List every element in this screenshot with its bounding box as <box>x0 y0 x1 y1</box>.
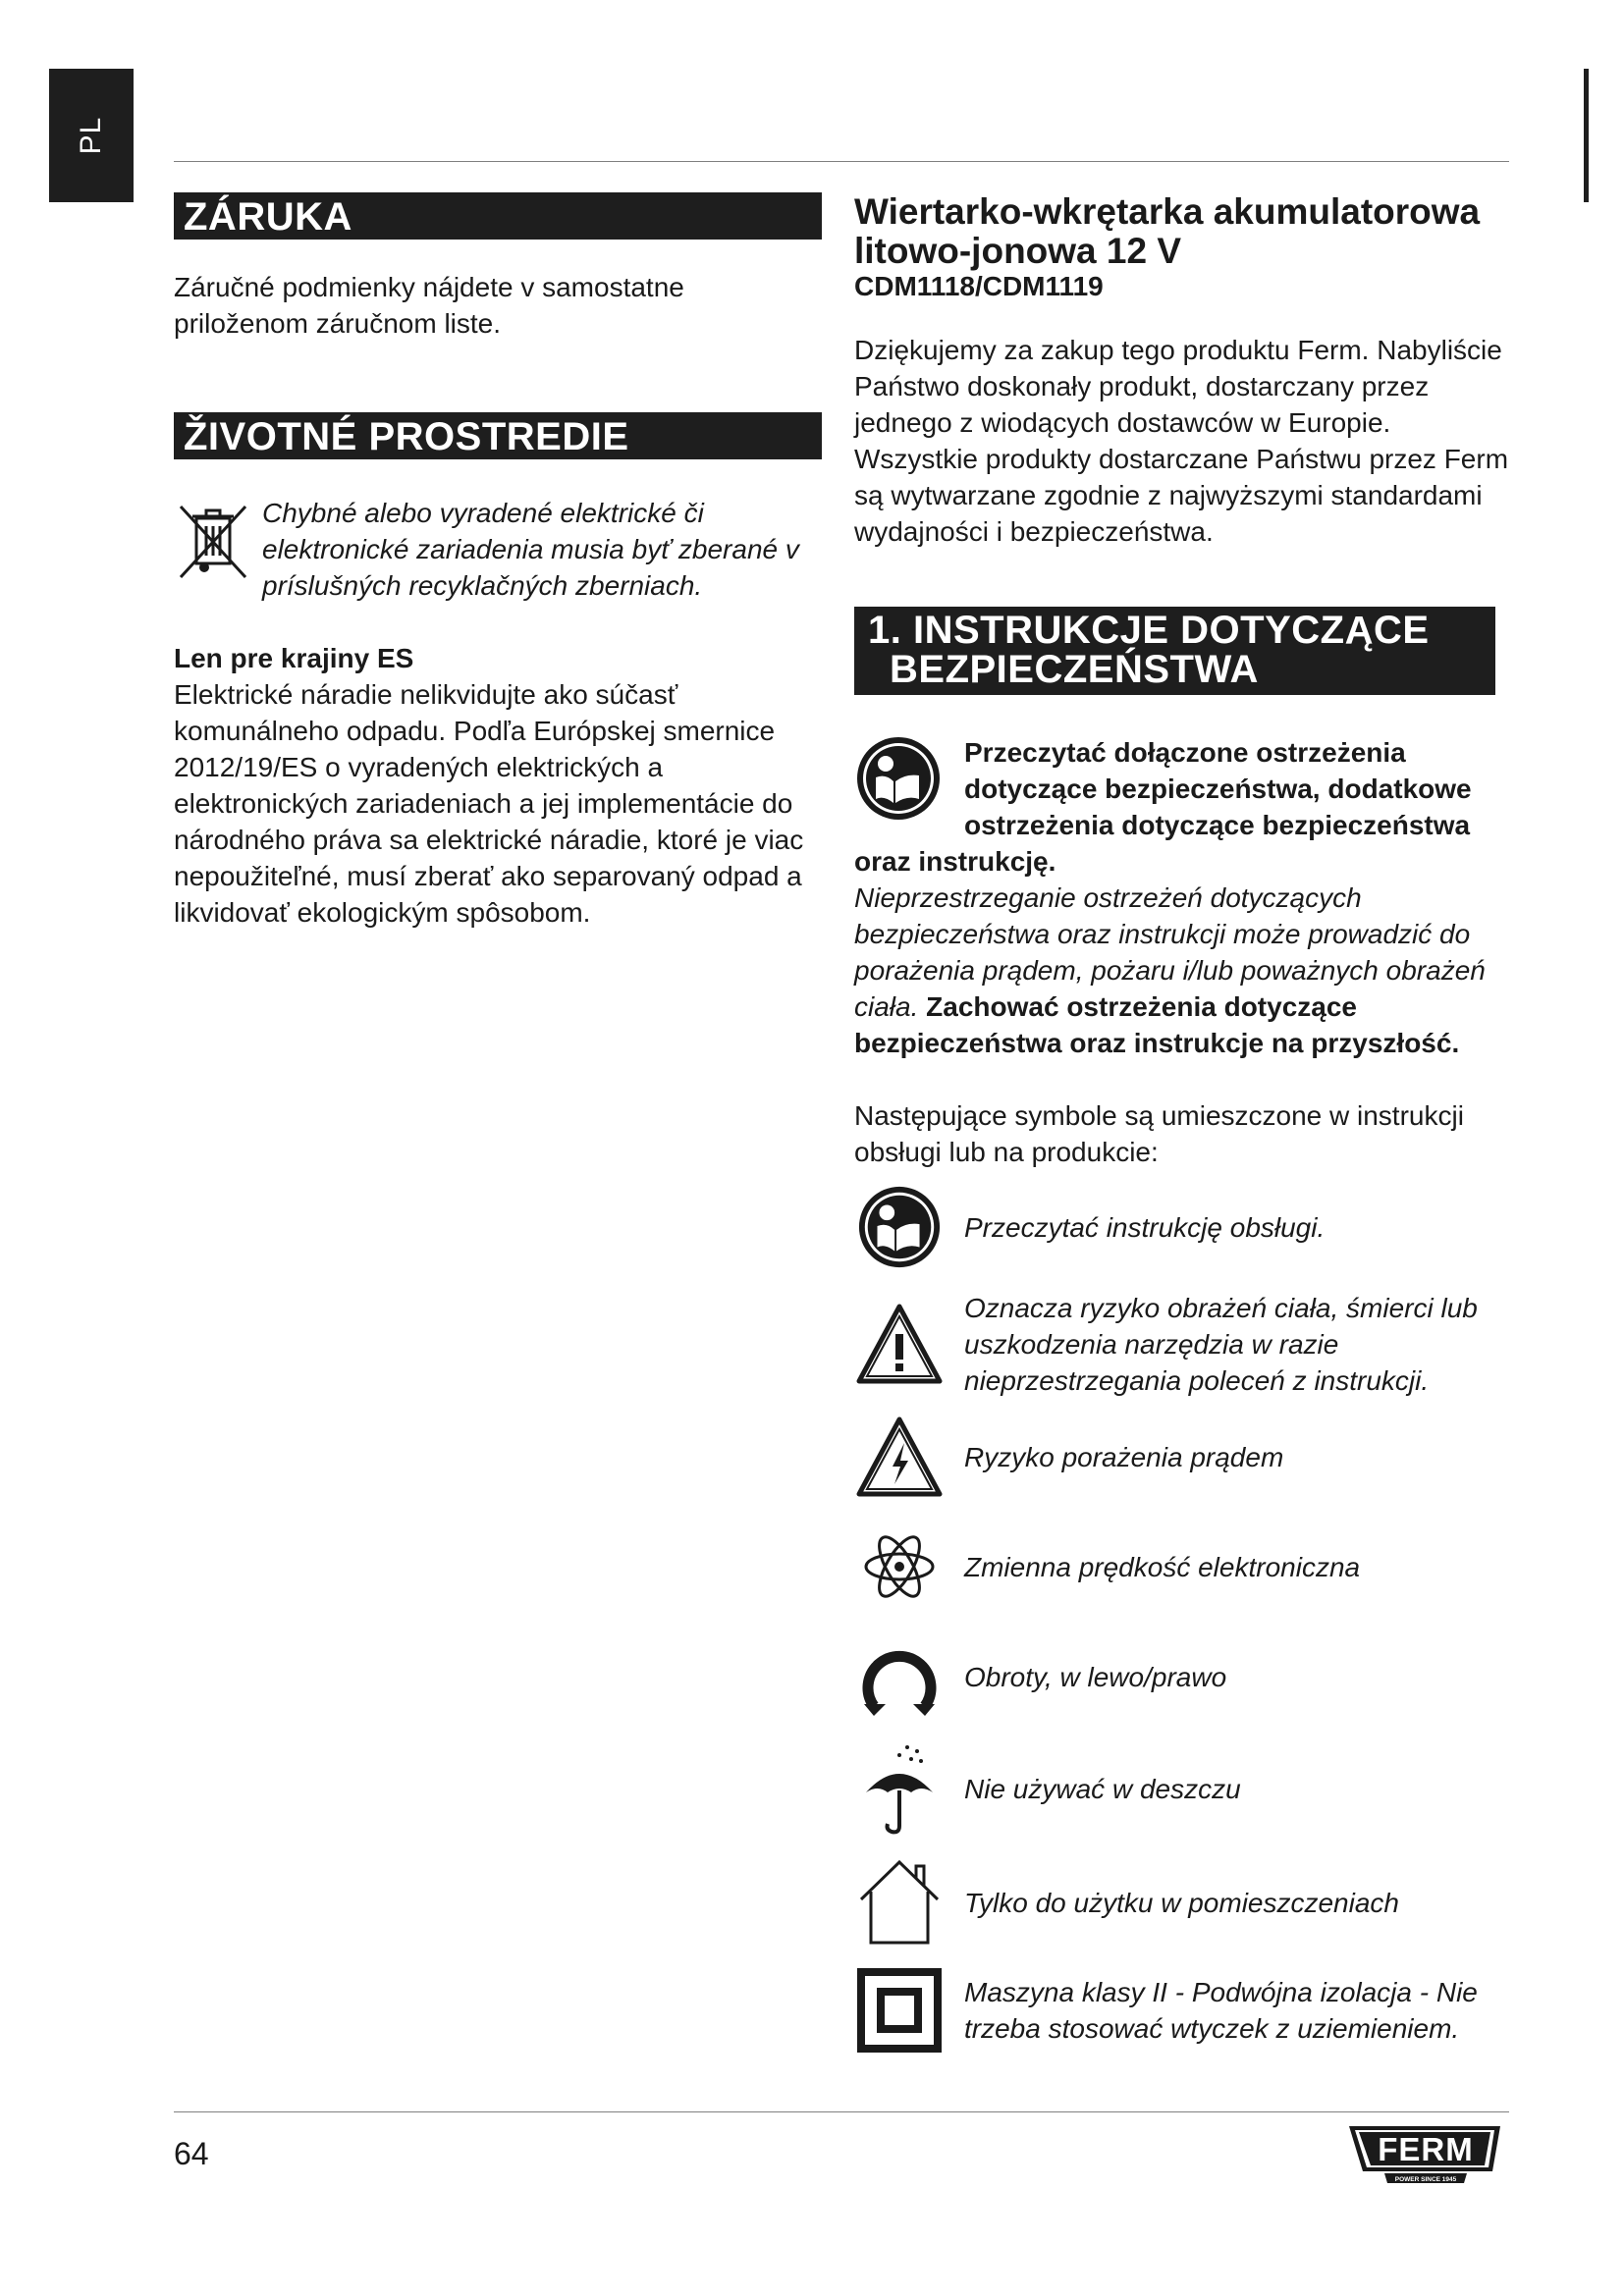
safety-heading <box>854 607 1495 695</box>
read-manual-icon <box>854 1184 945 1270</box>
eu-text: Elektrické náradie nelikvidujte ako súčasť komunálneho odpadu. Podľa Európskej smernice 2012/19/ES o vyradených elektrických a elektronických zariadeniach a jej implementácie do národného práva sa elektrické náradie, ktoré je viac nepoužiteľné, musí zberať ako separovaný odpad a likvidovať ekologickým spôsobom. <box>174 679 804 928</box>
warranty-text: Záručné podmienky nájdete v samostatne priloženom záručnom liste. <box>174 272 684 339</box>
symbol-text: Oznacza ryzyko obrażeń ciała, śmierci lub uszkodzenia narzędzia w razie nieprzestrzegania poleceń z instrukcji. <box>964 1292 1478 1396</box>
top-divider <box>174 161 1509 162</box>
symbol-row <box>854 1408 1517 1506</box>
read-bold-text: Przeczytać dołączone ostrzeżenia dotyczące bezpieczeństwa, dodatkowe ostrzeżenia dotyczące bezpieczeństwa oraz instrukcję. <box>854 737 1472 877</box>
product-model: CDM1118/CDM1119 <box>854 271 1104 301</box>
symbol-text: Tylko do użytku w pomieszczeniach <box>964 1887 1399 1918</box>
language-tab <box>49 69 134 202</box>
logo-subtext: POWER SINCE 1945 <box>1394 2176 1457 2183</box>
read-italic-text: Nieprzestrzeganie ostrzeżeń dotyczących bezpieczeństwa oraz instrukcji może prowadzić do porażenia prądem, pożaru i/lub poważnych obrażeń ciała. <box>854 882 1486 1022</box>
warning-triangle-icon <box>854 1303 945 1385</box>
edge-marker <box>1584 69 1589 202</box>
symbol-text: Ryzyko porażenia prądem <box>964 1441 1284 1472</box>
symbol-text: Zmienna prędkość elektroniczna <box>964 1551 1361 1582</box>
product-title: Wiertarko-wkrętarka akumulatorowa litowo-jonowa 12 V <box>854 191 1481 271</box>
safety-heading-line2: BEZPIECZEŃSTWA <box>890 648 1259 691</box>
product-intro: Dziękujemy za zakup tego produktu Ferm. Nabyliście Państwo doskonały produkt, dostarczany przez jednego z wiodących dostawców w Europie. Wszystkie produkty dostarczane Państwu przez Ferm są wytwarzane zgodnie z najwyższymi standardami wydajności i bezpieczeństwa. <box>854 335 1509 547</box>
read-warning-text <box>854 880 1517 1061</box>
symbols-intro: Następujące symbole są umieszczone w instrukcji obsługi lub na produkcie: <box>854 1100 1464 1167</box>
environment-heading: ŽIVOTNÉ PROSTREDIE <box>174 412 822 459</box>
read-manual-icon <box>854 734 964 837</box>
bottom-divider <box>174 2111 1509 2112</box>
symbol-row <box>854 1735 1517 1842</box>
symbol-row <box>854 1518 1517 1616</box>
electric-shock-icon <box>854 1415 945 1498</box>
language-label: PL <box>75 116 107 155</box>
rotation-icon <box>854 1635 945 1718</box>
variable-speed-icon <box>854 1527 945 1606</box>
symbol-row <box>854 1628 1517 1726</box>
house-indoor-icon <box>854 1858 945 1947</box>
symbol-text: Obroty, w lewo/prawo <box>964 1661 1227 1692</box>
symbol-row <box>854 1286 1517 1402</box>
ferm-logo <box>1345 2120 1504 2187</box>
double-insulation-icon <box>854 1968 945 2053</box>
symbol-row <box>854 1961 1517 2059</box>
read-instructions-block <box>854 734 1517 1061</box>
read-keep-text: Zachować ostrzeżenia dotyczące bezpieczeństwa oraz instrukcje na przyszłość. <box>854 991 1460 1058</box>
safety-heading-line1: 1. INSTRUKCJE DOTYCZĄCE <box>868 609 1430 652</box>
symbol-text: Nie używać w deszczu <box>964 1773 1241 1804</box>
page-number: 64 <box>174 2136 209 2171</box>
eu-heading: Len pre krajiny ES <box>174 643 414 673</box>
crossed-bin-icon <box>177 501 257 604</box>
weee-text: Chybné alebo vyradené elektrické či elektronické zariadenia musia byť zberané v príslušných recyklačných zberniach. <box>262 498 799 601</box>
right-column <box>854 192 1517 2059</box>
symbol-text: Maszyna klasy II - Podwójna izolacja - Nie trzeba stosować wtyczek z uziemieniem. <box>964 1977 1478 2044</box>
symbol-text: Przeczytać instrukcję obsługi. <box>964 1211 1326 1243</box>
symbol-row <box>854 1182 1517 1272</box>
umbrella-rain-icon <box>854 1741 945 1836</box>
warranty-heading: ZÁRUKA <box>174 192 822 240</box>
symbol-row <box>854 1853 1517 1951</box>
logo-text: FERM <box>1378 2131 1474 2167</box>
left-column <box>174 192 822 931</box>
weee-notice <box>174 495 822 604</box>
symbols-list <box>854 1182 1517 2059</box>
